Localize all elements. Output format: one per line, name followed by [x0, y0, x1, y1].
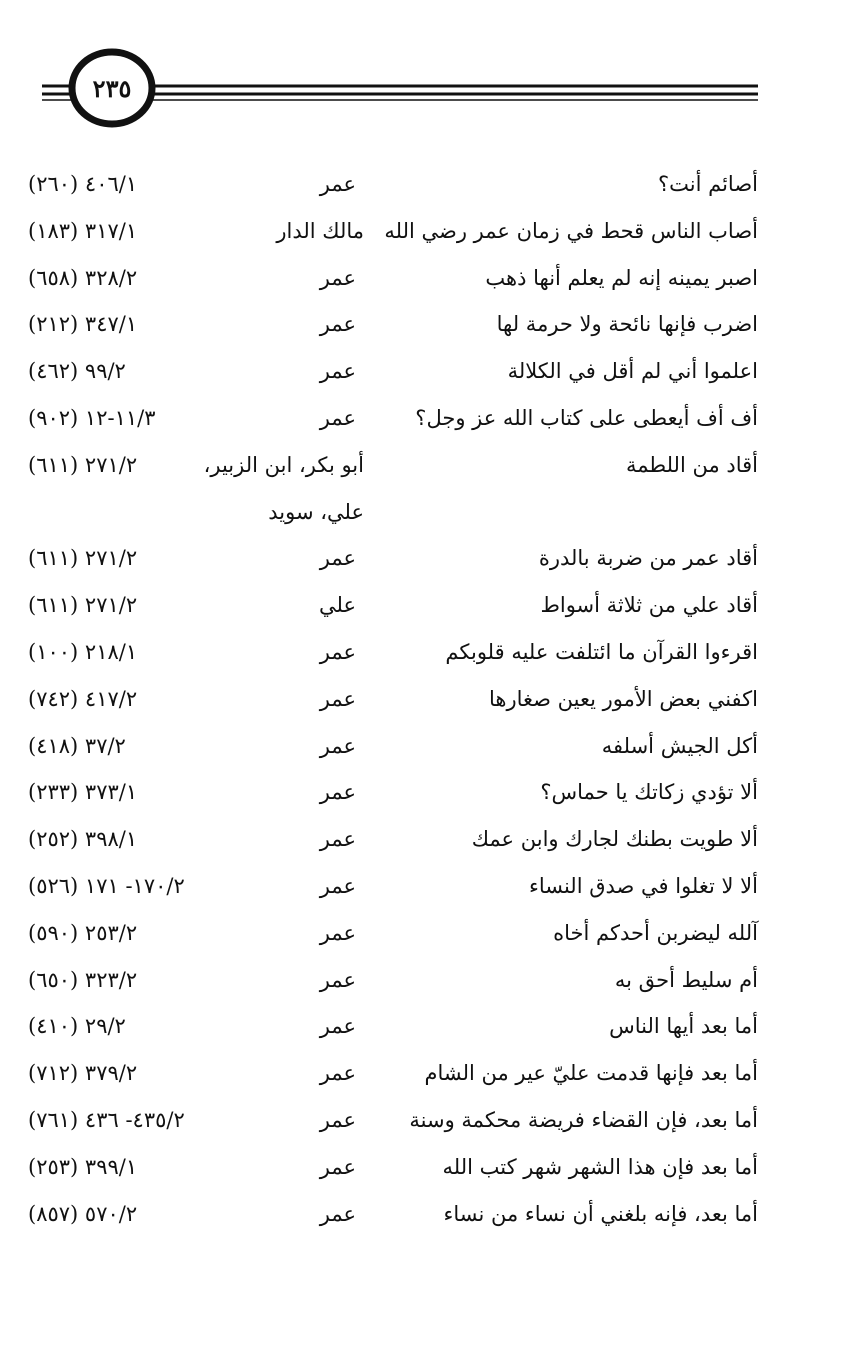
- entry-speaker: عمر: [319, 1061, 356, 1086]
- index-entry: [0, 213, 856, 260]
- entry-speaker: عمر: [319, 733, 356, 758]
- entry-speaker: عمر: [319, 265, 356, 290]
- entry-reference: ٢١٨/١ (١٠٠): [28, 639, 138, 664]
- entry-reference: ١١/٣-١٢ (٩٠٢): [28, 405, 156, 430]
- entry-title: أما بعد فإن هذا الشهر شهر كتب الله: [442, 1154, 758, 1179]
- index-entry: [0, 962, 856, 1009]
- entry-reference: ٣١٧/١ (١٨٣): [28, 218, 138, 243]
- entry-reference: ٢٧١/٢ (٦١١): [28, 546, 138, 571]
- entry-speaker: عمر: [319, 780, 356, 805]
- entry-speaker: عمر: [319, 686, 356, 711]
- entry-title: أف أف أيعطى على كتاب الله عز وجل؟: [415, 405, 758, 430]
- entry-reference: ٣٤٧/١ (٢١٢): [28, 312, 138, 337]
- entry-title: أقاد عمر من ضربة بالدرة: [538, 546, 758, 571]
- entry-speaker: عمر: [319, 405, 356, 430]
- index-entry: [0, 260, 856, 307]
- entry-title: أما بعد أيها الناس: [609, 1014, 758, 1039]
- entry-reference: ٣٧٣/١ (٢٣٣): [28, 780, 138, 805]
- entry-reference: ٣٢٣/٢ (٦٥٠): [28, 967, 138, 992]
- index-entry: [0, 821, 856, 868]
- entry-title: أقاد علي من ثلاثة أسواط: [540, 593, 758, 618]
- entry-title: أما بعد فإنها قدمت عليّ عير من الشام: [424, 1061, 758, 1086]
- entry-title: أقاد من اللطمة: [625, 452, 758, 477]
- index-entry: [0, 728, 856, 775]
- entry-title: اقرءوا القرآن ما ائتلفت عليه قلوبكم: [445, 639, 758, 664]
- entry-speaker: عمر: [319, 1201, 356, 1226]
- entry-reference: ٣٩٩/١ (٢٥٣): [28, 1154, 138, 1179]
- entry-title: أما بعد، فإن القضاء فريضة محكمة وسنة: [409, 1107, 758, 1132]
- entry-reference: ٣٧/٢ (٤١٨): [28, 733, 126, 758]
- entry-title: ألا طويت بطنك لجارك وابن عمك: [471, 827, 758, 852]
- index-entry: [0, 1102, 856, 1149]
- index-entry: [0, 166, 856, 213]
- index-entry: [0, 306, 856, 353]
- entry-title: ألا تؤدي زكاتك يا حماس؟: [540, 780, 758, 805]
- index-entry: [0, 1196, 856, 1243]
- index-entry: [0, 353, 856, 400]
- entry-speaker: علي، سويد: [268, 499, 364, 524]
- entry-title: ألا لا تغلوا في صدق النساء: [528, 873, 758, 898]
- index-entry: [0, 447, 856, 494]
- index-entry: [0, 774, 856, 821]
- entry-speaker: عمر: [319, 827, 356, 852]
- entry-speaker: عمر: [319, 873, 356, 898]
- entry-title: اصبر يمينه إنه لم يعلم أنها ذهب: [485, 265, 758, 290]
- entry-title: أصاب الناس قحط في زمان عمر رضي الله: [384, 218, 758, 243]
- index-entries: [0, 166, 856, 1242]
- entry-title: اعلموا أني لم أقل في الكلالة: [507, 359, 758, 384]
- index-entry: [0, 1149, 856, 1196]
- entry-speaker: عمر: [319, 172, 356, 196]
- index-entry: [0, 1055, 856, 1102]
- entry-reference: ٣٩٨/١ (٢٥٢): [28, 827, 138, 852]
- entry-speaker: عمر: [319, 312, 356, 337]
- entry-reference: ٣٧٩/٢ (٧١٢): [28, 1061, 138, 1086]
- entry-reference: ٤١٧/٢ (٧٤٢): [28, 686, 138, 711]
- entry-title: اضرب فإنها نائحة ولا حرمة لها: [496, 312, 758, 337]
- entry-title: أكل الجيش أسلفه: [601, 733, 758, 758]
- entry-reference: ٤٣٥/٢- ٤٣٦ (٧٦١): [28, 1107, 185, 1132]
- index-entry: [0, 634, 856, 681]
- entry-speaker: عمر: [319, 1014, 356, 1039]
- entry-title: اكفني بعض الأمور يعين صغارها: [488, 686, 758, 711]
- entry-speaker: أبو بكر، ابن الزبير،: [203, 452, 364, 477]
- index-entry: [0, 494, 856, 541]
- index-entry: [0, 868, 856, 915]
- entry-reference: ٢٧١/٢ (٦١١): [28, 593, 138, 618]
- entry-title: أما بعد، فإنه بلغني أن نساء من نساء: [443, 1201, 758, 1226]
- entry-reference: ٩٩/٢ (٤٦٢): [28, 359, 126, 384]
- entry-speaker: عمر: [319, 967, 356, 992]
- entry-speaker: علي: [319, 593, 356, 618]
- entry-title: أم سليط أحق به: [614, 967, 758, 992]
- entry-title: أصائم أنت؟: [657, 172, 758, 196]
- page-header: [0, 0, 856, 150]
- entry-speaker: عمر: [319, 920, 356, 945]
- index-entry: [0, 587, 856, 634]
- entry-speaker: عمر: [319, 546, 356, 571]
- page-number: ٢٣٥: [92, 73, 132, 103]
- index-entry: [0, 400, 856, 447]
- entry-reference: ١٧٠/٢- ١٧١ (٥٢٦): [28, 873, 185, 898]
- entry-reference: ٢٩/٢ (٤١٠): [28, 1014, 126, 1039]
- entry-speaker: مالك الدار: [276, 218, 364, 243]
- index-entry: [0, 681, 856, 728]
- entry-reference: ٤٠٦/١ (٢٦٠): [28, 172, 138, 196]
- entry-reference: ٣٢٨/٢ (٦٥٨): [28, 265, 138, 290]
- entry-speaker: عمر: [319, 359, 356, 384]
- entry-reference: ٢٥٣/٢ (٥٩٠): [28, 920, 138, 945]
- entry-reference: ٥٧٠/٢ (٨٥٧): [28, 1201, 138, 1226]
- entry-speaker: عمر: [319, 1154, 356, 1179]
- index-entry: [0, 540, 856, 587]
- entry-speaker: عمر: [319, 639, 356, 664]
- entry-title: آلله ليضربن أحدكم أخاه: [553, 920, 758, 945]
- index-entry: [0, 915, 856, 962]
- entry-speaker: عمر: [319, 1107, 356, 1132]
- entry-reference: ٢٧١/٢ (٦١١): [28, 452, 138, 477]
- index-entry: [0, 1008, 856, 1055]
